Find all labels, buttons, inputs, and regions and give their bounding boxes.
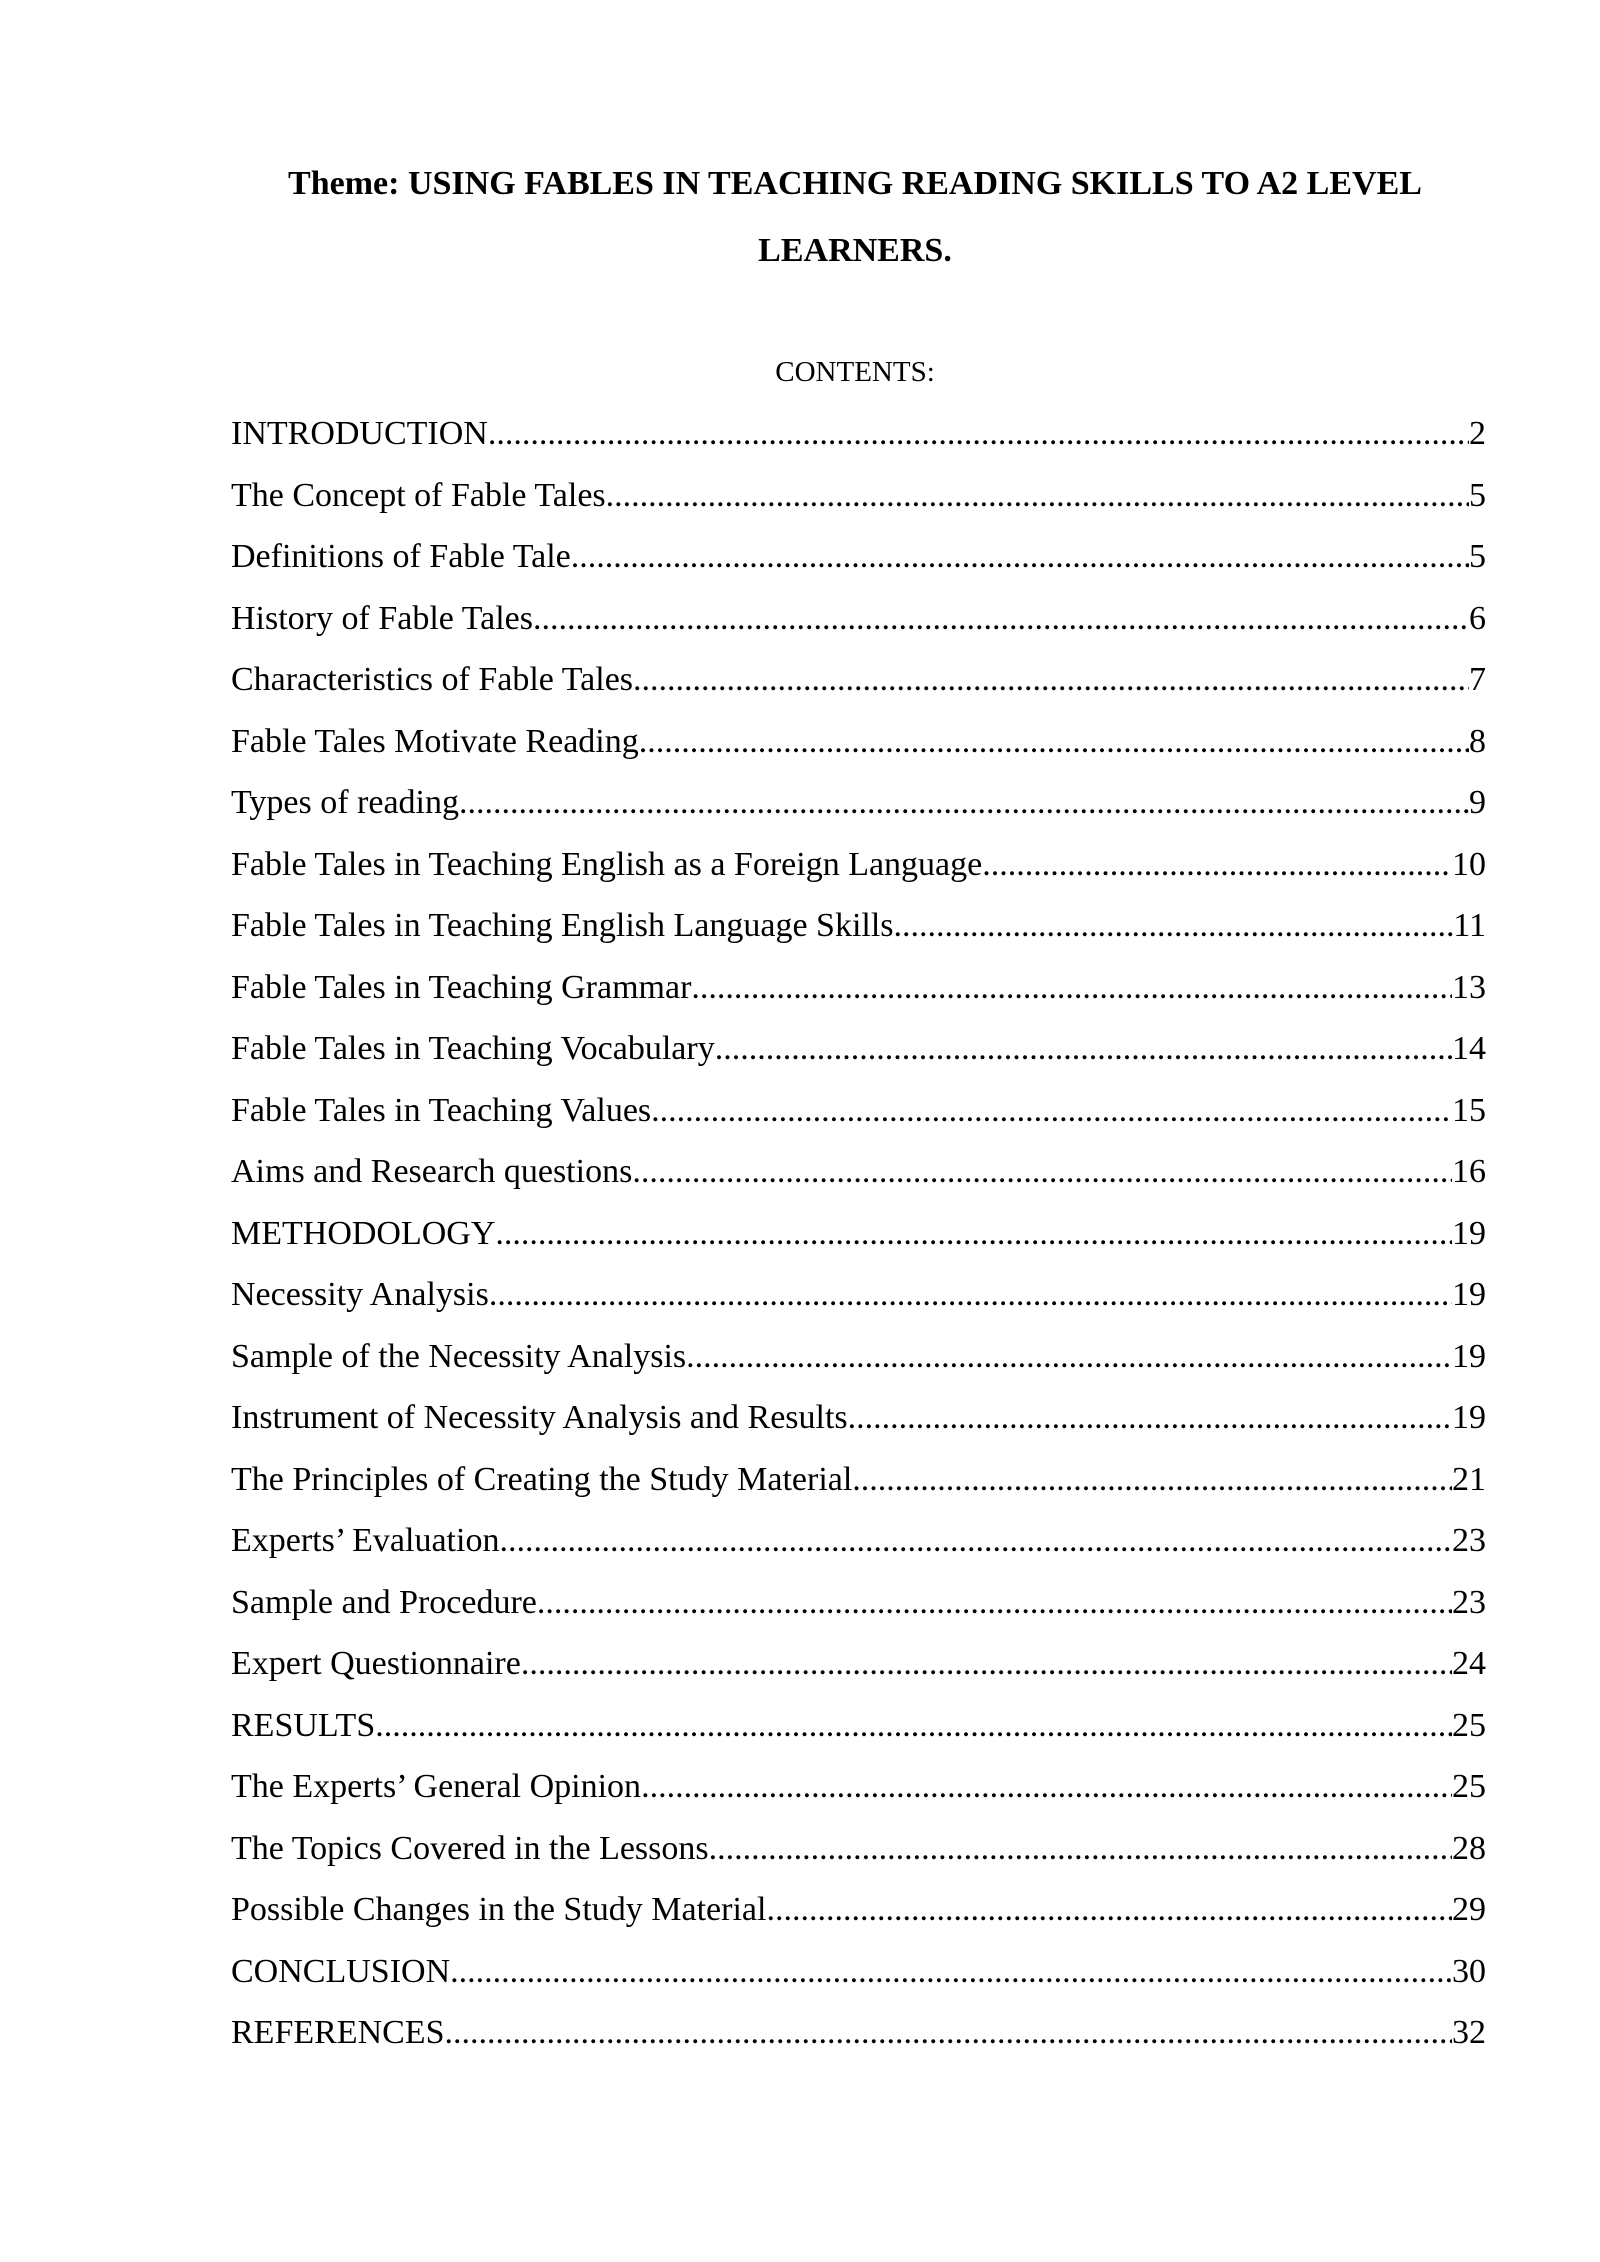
toc-dot-leader [691,957,1452,1019]
toc-entry[interactable] [231,834,1486,896]
toc-entry-title: INTRODUCTION [231,415,488,452]
toc-entry-title: The Concept of Fable Tales [231,476,606,514]
toc-dot-leader [639,711,1469,773]
toc-entry-title: Necessity Analysis [231,1276,489,1313]
toc-entry[interactable] [231,1141,1486,1203]
toc-entry-page: 23 [1452,1522,1486,1559]
toc-entry-page: 9 [1469,784,1486,821]
toc-dot-leader [852,1449,1452,1511]
toc-entry-page: 10 [1452,845,1486,883]
toc-dot-leader [489,1264,1452,1326]
toc-dot-leader [641,1756,1452,1818]
toc-entry[interactable] [231,1695,1486,1757]
toc-entry-title: History of Fable Tales [231,599,533,637]
toc-entry-title: Expert Questionnaire [231,1645,521,1682]
toc-entry-title: Fable Tales in Teaching Values [231,1091,652,1129]
toc-entry[interactable] [231,1264,1486,1326]
toc-dot-leader [533,588,1469,650]
toc-dot-leader [444,2002,1452,2064]
toc-dot-leader [709,1818,1452,1880]
toc-entry[interactable] [231,465,1486,527]
toc-entry[interactable] [231,526,1486,588]
toc-dot-leader [894,895,1454,957]
table-of-contents [231,403,1486,2064]
toc-entry-page: 14 [1452,1030,1486,1067]
toc-entry-title: The Topics Covered in the Lessons [231,1829,709,1867]
toc-entry[interactable] [231,1756,1486,1818]
toc-entry[interactable] [231,772,1486,834]
toc-entry[interactable] [231,1326,1486,1388]
toc-entry-title: Fable Tales in Teaching English Language Skills [231,907,894,944]
toc-entry-title: Types of reading [231,784,459,821]
toc-entry[interactable] [231,649,1486,711]
toc-entry-title: Fable Tales Motivate Reading [231,722,639,760]
toc-entry[interactable] [231,1879,1486,1941]
toc-entry-page: 19 [1452,1399,1486,1436]
toc-dot-leader [495,1203,1452,1265]
toc-entry-page: 28 [1452,1829,1486,1867]
toc-entry[interactable] [231,1941,1486,2003]
toc-entry-title: Sample and Procedure [231,1583,537,1621]
toc-dot-leader [715,1018,1452,1080]
toc-entry-page: 25 [1452,1706,1486,1744]
toc-entry[interactable] [231,1818,1486,1880]
toc-dot-leader [766,1879,1452,1941]
toc-entry-page: 25 [1452,1768,1486,1805]
toc-entry-page: 8 [1469,722,1486,760]
toc-dot-leader [686,1326,1452,1388]
toc-entry[interactable] [231,1203,1486,1265]
toc-entry[interactable] [231,1510,1486,1572]
toc-entry[interactable] [231,1633,1486,1695]
toc-entry-title: REFERENCES [231,2014,445,2051]
contents-heading: CONTENTS: [775,356,935,388]
toc-entry-title: Characteristics of Fable Tales [231,661,634,698]
toc-entry-page: 6 [1469,599,1486,637]
toc-entry-title: Instrument of Necessity Analysis and Results [231,1399,848,1436]
toc-dot-leader [571,526,1469,588]
toc-entry-title: RESULTS [231,1706,376,1744]
toc-entry-title: Fable Tales in Teaching Grammar [231,968,692,1006]
toc-entry-title: Definitions of Fable Tale [231,538,571,575]
toc-entry[interactable] [231,2002,1486,2064]
toc-entry-page: 30 [1452,1952,1486,1990]
toc-dot-leader [375,1695,1452,1757]
toc-entry[interactable] [231,1572,1486,1634]
toc-entry-page: 16 [1452,1153,1486,1190]
toc-entry-title: Experts’ Evaluation [231,1522,500,1559]
toc-entry[interactable] [231,957,1486,1019]
toc-entry-title: Sample of the Necessity Analysis [231,1337,687,1375]
toc-entry-page: 5 [1469,538,1486,575]
toc-entry-title: Possible Changes in the Study Material [231,1891,767,1928]
toc-entry[interactable] [231,1449,1486,1511]
toc-entry-title: Fable Tales in Teaching Vocabulary [231,1030,715,1067]
toc-entry-page: 15 [1452,1091,1486,1129]
toc-dot-leader [982,834,1452,896]
toc-entry[interactable] [231,711,1486,773]
document-title: Theme: USING FABLES IN TEACHING READING SKILLS TO A2 LEVEL LEARNERS. [288,165,1422,269]
toc-entry-page: 19 [1452,1214,1486,1252]
toc-entry-title: The Experts’ General Opinion [231,1768,642,1805]
toc-entry-title: Aims and Research questions [231,1153,633,1190]
toc-entry-page: 11 [1453,907,1486,944]
toc-entry-page: 2 [1469,415,1486,452]
toc-entry[interactable] [231,1387,1486,1449]
toc-entry-page: 23 [1452,1583,1486,1621]
toc-dot-leader [450,1941,1452,2003]
toc-dot-leader [521,1633,1452,1695]
toc-dot-leader [499,1510,1452,1572]
toc-entry-page: 21 [1452,1460,1486,1498]
toc-entry-title: METHODOLOGY [231,1214,496,1252]
toc-entry-page: 7 [1469,661,1486,698]
toc-dot-leader [488,403,1469,465]
toc-entry[interactable] [231,895,1486,957]
toc-entry-title: Fable Tales in Teaching English as a Foreign Language [231,845,983,883]
toc-entry-title: The Principles of Creating the Study Material [231,1460,853,1498]
toc-dot-leader [651,1080,1452,1142]
toc-entry-page: 13 [1452,968,1486,1006]
toc-entry-page: 29 [1452,1891,1486,1928]
toc-entry[interactable] [231,588,1486,650]
toc-entry-page: 19 [1452,1337,1486,1375]
toc-entry-page: 19 [1452,1276,1486,1313]
toc-entry-page: 24 [1452,1645,1486,1682]
toc-dot-leader [537,1572,1452,1634]
toc-dot-leader [633,649,1469,711]
toc-entry-page: 32 [1452,2014,1486,2051]
toc-dot-leader [632,1141,1452,1203]
toc-dot-leader [606,465,1469,527]
toc-entry[interactable] [231,403,1486,465]
toc-entry-title: CONCLUSION [231,1952,451,1990]
toc-entry[interactable] [231,1018,1486,1080]
toc-dot-leader [848,1387,1452,1449]
toc-dot-leader [459,772,1469,834]
toc-entry[interactable] [231,1080,1486,1142]
toc-entry-page: 5 [1469,476,1486,514]
